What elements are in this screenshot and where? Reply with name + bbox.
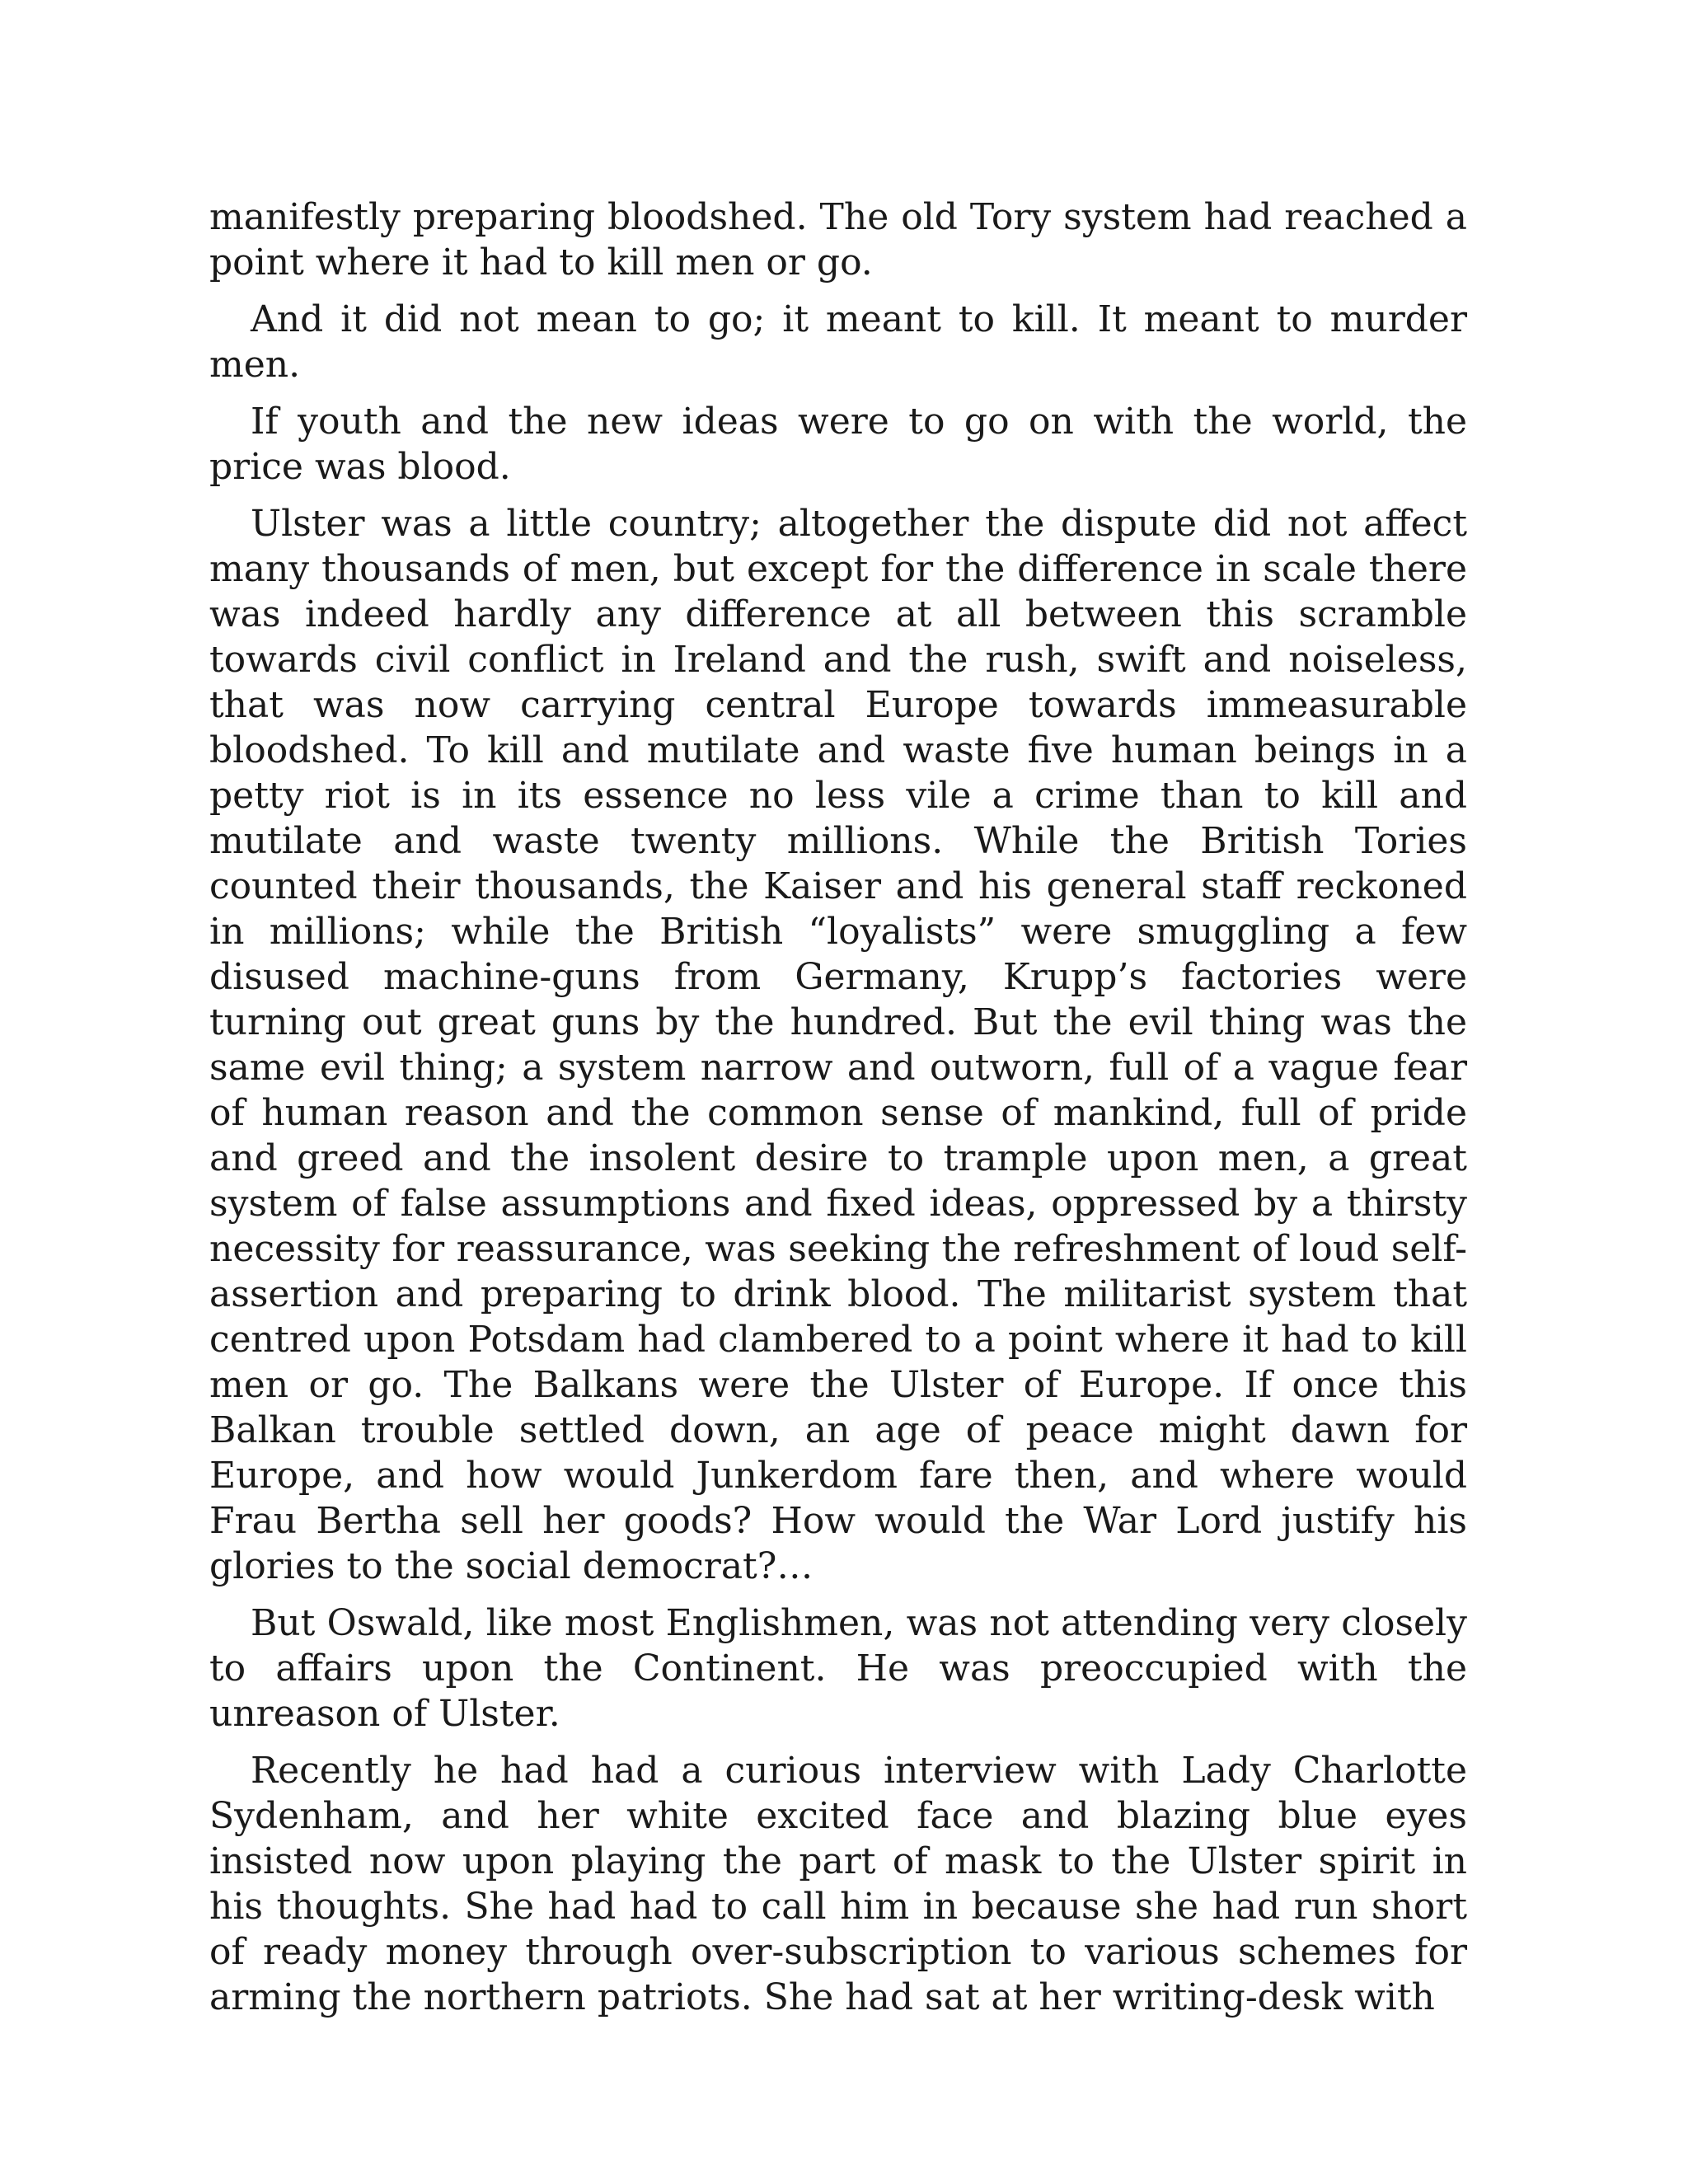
- paragraph: Recently he had had a curious interview with Lady Charlotte Sydenham, and her white excited face and blazing blue eyes insisted now upon playing the part of mask to the Ulster spirit in his thoughts. She had had to call him in because she had run short of ready money through over-subscription to various schemes for arming the northern patriots. She had sat at her writing-desk with: [209, 1750, 1467, 2018]
- paragraph-continuation: manifestly preparing bloodshed. The old Tory system had reached a point where it had to kill men or go.: [209, 196, 1467, 284]
- paragraph: Ulster was a little country; altogether the dispute did not affect many thousands of men, but except for the difference in scale there was indeed hardly any difference at all between this scramble towards civil conflict in Ireland and the rush, swift and noiseless, that was now carrying central Europe towards immeasurable bloodshed. To kill and mutilate and waste five human beings in a petty riot is in its essence no less vile a crime than to kill and mutilate and waste twenty millions. While the British Tories counted their thousands, the Kaiser and his general staff reckoned in millions; while the British “loyalists” were smuggling a few disused machine-guns from Germany, Krupp’s factories were turning out great guns by the hundred. But the evil thing was the same evil thing; a system narrow and outworn, full of a vague fear of human reason and the common sense of mankind, full of pride and greed and the insolent desire to trample upon men, a great system of false assumptions and fixed ideas, oppressed by a thirsty necessity for reassurance, was seeking the refreshment of loud self-assertion and preparing to drink blood. The militarist system that centred upon Potsdam had clambered to a point where it had to kill men or go. The Balkans were the Ulster of Europe. If once this Balkan trouble settled down, an age of peace might dawn for Europe, and how would Junkerdom fare then, and where would Frau Bertha sell her goods? How would the War Lord justify his glories to the social democrat?…: [209, 503, 1467, 1587]
- paragraph: But Oswald, like most Englishmen, was not attending very closely to affairs upon the Continent. He was preoccupied with the unreason of Ulster.: [209, 1602, 1467, 1735]
- paragraph: If youth and the new ideas were to go on with the world, the price was blood.: [209, 401, 1467, 488]
- page-text: [209, 194, 1467, 2032]
- paragraph: And it did not mean to go; it meant to kill. It meant to murder men.: [209, 298, 1467, 386]
